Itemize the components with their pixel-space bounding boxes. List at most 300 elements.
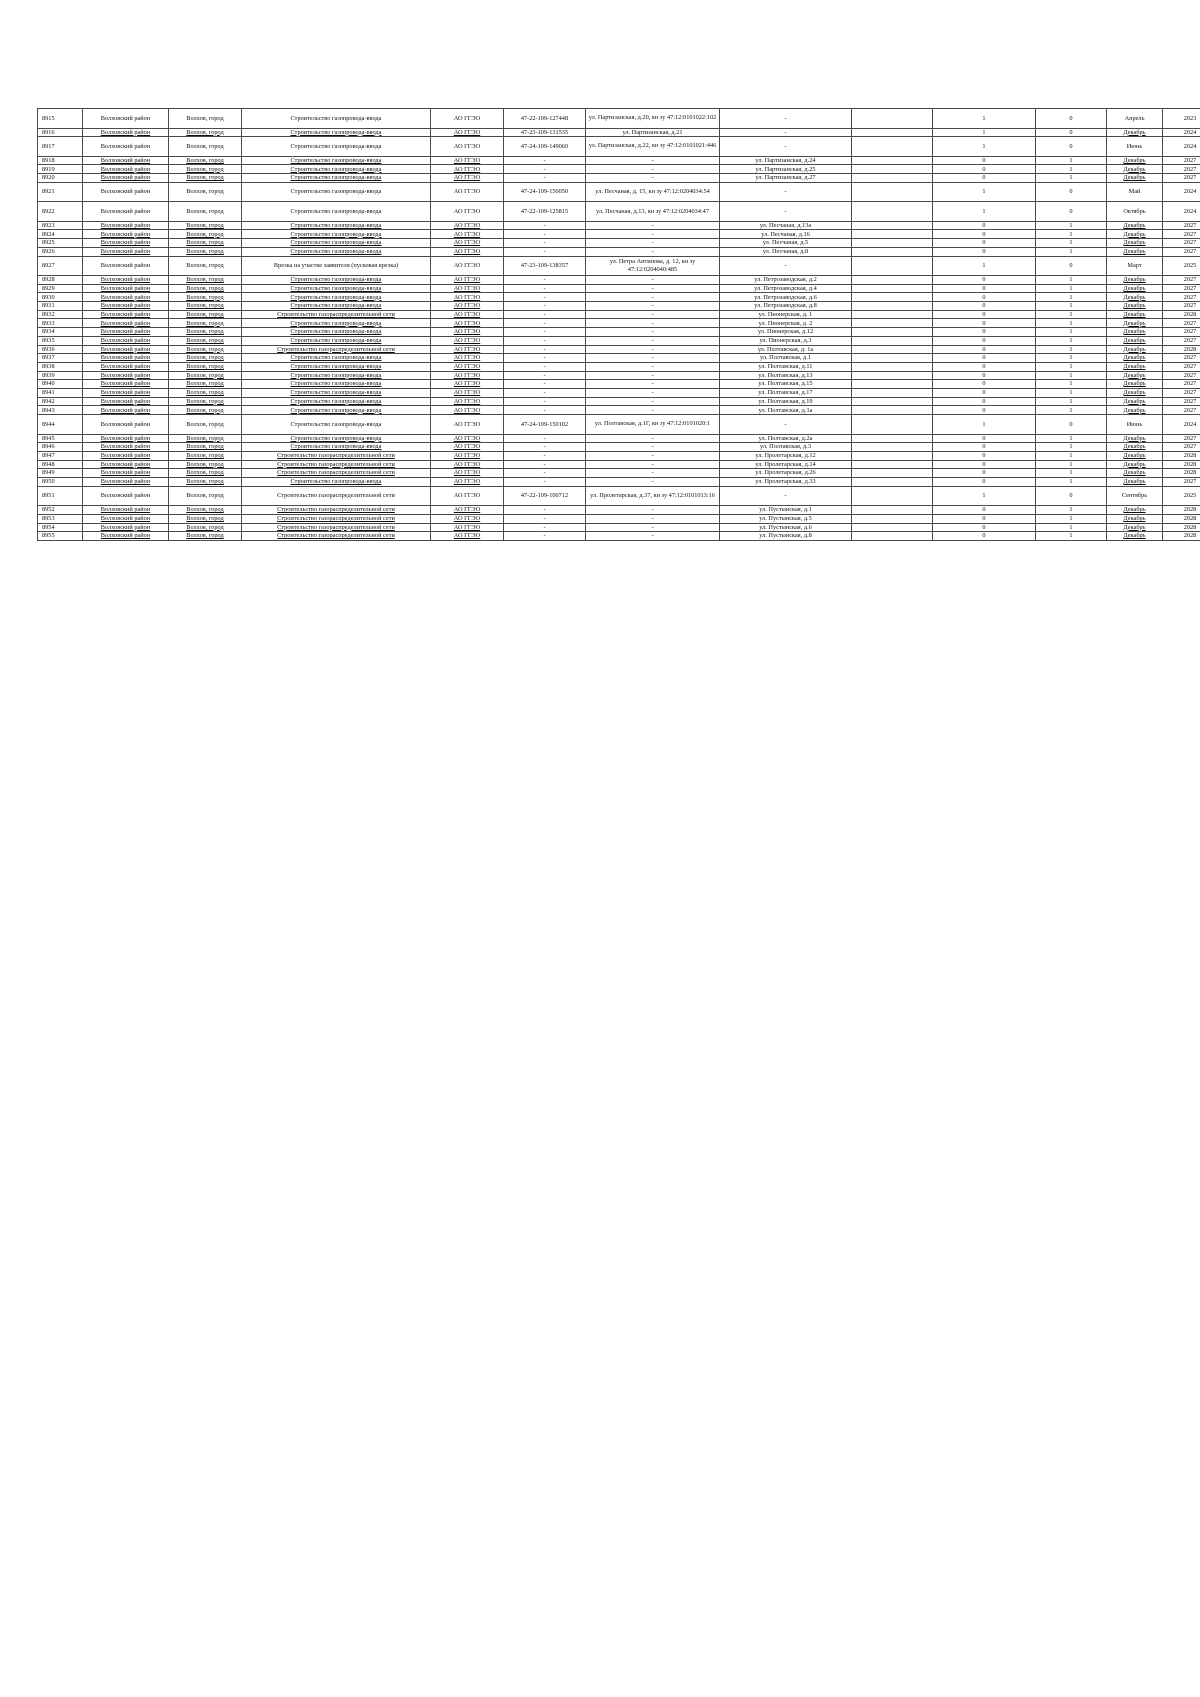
year-cell: 2027 bbox=[1163, 362, 1200, 371]
district-cell: Волховский район bbox=[83, 310, 169, 319]
row-number: 8954 bbox=[38, 523, 83, 532]
work-type-cell: Строительство газопровода-ввода bbox=[242, 434, 431, 443]
object-address-cell: - bbox=[720, 202, 852, 222]
application-number-cell: - bbox=[504, 174, 586, 183]
second-flag-cell: 1 bbox=[1036, 239, 1107, 248]
application-number-cell: - bbox=[504, 406, 586, 415]
object-address-cell: ул. Партизанская, д.27 bbox=[720, 174, 852, 183]
settlement-cell: Волхов, город bbox=[169, 276, 242, 285]
organization-cell: АО ГГЭО bbox=[431, 247, 504, 256]
row-number: 8944 bbox=[38, 415, 83, 435]
empty-cell bbox=[852, 397, 933, 406]
district-cell: Волховский район bbox=[83, 514, 169, 523]
empty-cell bbox=[852, 354, 933, 363]
table-row bbox=[38, 128, 1200, 137]
organization-cell: АО ГГЭО bbox=[431, 371, 504, 380]
second-flag-cell: 1 bbox=[1036, 388, 1107, 397]
applicant-address-cell: - bbox=[586, 443, 720, 452]
table-row bbox=[38, 230, 1200, 239]
work-type-cell: Строительство газопровода-ввода bbox=[242, 388, 431, 397]
applicant-address-cell: - bbox=[586, 319, 720, 328]
gasification-table bbox=[37, 108, 1200, 541]
table-row bbox=[38, 328, 1200, 337]
object-address-cell: ул. Пионерская, д.3 bbox=[720, 336, 852, 345]
year-cell: 2024 bbox=[1163, 137, 1200, 157]
work-type-cell: Строительство газопровода-ввода bbox=[242, 319, 431, 328]
table-row bbox=[38, 174, 1200, 183]
table-row bbox=[38, 362, 1200, 371]
settlement-cell: Волхов, город bbox=[169, 460, 242, 469]
year-cell: 2027 bbox=[1163, 380, 1200, 389]
organization-cell: АО ГГЭО bbox=[431, 293, 504, 302]
settlement-cell: Волхов, город bbox=[169, 230, 242, 239]
month-cell: Декабрь bbox=[1107, 523, 1163, 532]
row-number: 8952 bbox=[38, 506, 83, 515]
empty-cell bbox=[852, 328, 933, 337]
work-type-cell: Строительство газораспределительной сети bbox=[242, 514, 431, 523]
district-cell: Волховский район bbox=[83, 434, 169, 443]
settlement-cell: Волхов, город bbox=[169, 406, 242, 415]
empty-cell bbox=[852, 460, 933, 469]
row-number: 8941 bbox=[38, 388, 83, 397]
organization-cell: АО ГГЭО bbox=[431, 434, 504, 443]
empty-cell bbox=[852, 109, 933, 129]
object-address-cell: ул. Пролетарская, д.14 bbox=[720, 460, 852, 469]
row-number: 8922 bbox=[38, 202, 83, 222]
settlement-cell: Волхов, город bbox=[169, 128, 242, 137]
table-row bbox=[38, 182, 1200, 202]
empty-cell bbox=[852, 451, 933, 460]
applicant-address-cell: - bbox=[586, 156, 720, 165]
table-row bbox=[38, 371, 1200, 380]
application-number-cell: - bbox=[504, 443, 586, 452]
empty-cell bbox=[852, 434, 933, 443]
work-type-cell: Строительство газораспределительной сети bbox=[242, 345, 431, 354]
second-flag-cell: 1 bbox=[1036, 156, 1107, 165]
organization-cell: АО ГГЭО bbox=[431, 460, 504, 469]
first-flag-cell: 0 bbox=[933, 230, 1036, 239]
first-flag-cell: 1 bbox=[933, 137, 1036, 157]
applicant-address-cell: - bbox=[586, 380, 720, 389]
application-number-cell: - bbox=[504, 469, 586, 478]
district-cell: Волховский район bbox=[83, 202, 169, 222]
month-cell: Декабрь bbox=[1107, 310, 1163, 319]
district-cell: Волховский район bbox=[83, 319, 169, 328]
empty-cell bbox=[852, 221, 933, 230]
empty-cell bbox=[852, 302, 933, 311]
settlement-cell: Волхов, город bbox=[169, 345, 242, 354]
object-address-cell: ул. Петрозаводская, д.6 bbox=[720, 293, 852, 302]
year-cell: 2027 bbox=[1163, 371, 1200, 380]
organization-cell: АО ГГЭО bbox=[431, 415, 504, 435]
table-row bbox=[38, 109, 1200, 129]
applicant-address-cell: ул. Песчаная, д. 15, кн зу 47:12:0204034:54 bbox=[586, 182, 720, 202]
empty-cell bbox=[852, 514, 933, 523]
empty-cell bbox=[852, 371, 933, 380]
organization-cell: АО ГГЭО bbox=[431, 388, 504, 397]
month-cell: Сентябрь bbox=[1107, 486, 1163, 506]
settlement-cell: Волхов, город bbox=[169, 397, 242, 406]
second-flag-cell: 1 bbox=[1036, 506, 1107, 515]
organization-cell: АО ГГЭО bbox=[431, 469, 504, 478]
applicant-address-cell: - bbox=[586, 276, 720, 285]
year-cell: 2027 bbox=[1163, 319, 1200, 328]
second-flag-cell: 1 bbox=[1036, 319, 1107, 328]
first-flag-cell: 0 bbox=[933, 451, 1036, 460]
empty-cell bbox=[852, 202, 933, 222]
object-address-cell: ул. Пионерская, д. 2 bbox=[720, 319, 852, 328]
application-number-cell: - bbox=[504, 506, 586, 515]
settlement-cell: Волхов, город bbox=[169, 310, 242, 319]
second-flag-cell: 0 bbox=[1036, 486, 1107, 506]
table-row bbox=[38, 443, 1200, 452]
row-number: 8947 bbox=[38, 451, 83, 460]
empty-cell bbox=[852, 293, 933, 302]
organization-cell: АО ГГЭО bbox=[431, 443, 504, 452]
work-type-cell: Строительство газопровода-ввода bbox=[242, 182, 431, 202]
organization-cell: АО ГГЭО bbox=[431, 506, 504, 515]
object-address-cell: - bbox=[720, 415, 852, 435]
row-number: 8917 bbox=[38, 137, 83, 157]
district-cell: Волховский район bbox=[83, 156, 169, 165]
work-type-cell: Строительство газопровода-ввода bbox=[242, 415, 431, 435]
month-cell: Декабрь bbox=[1107, 406, 1163, 415]
application-number-cell: - bbox=[504, 276, 586, 285]
table-row bbox=[38, 345, 1200, 354]
first-flag-cell: 0 bbox=[933, 310, 1036, 319]
row-number: 8937 bbox=[38, 354, 83, 363]
month-cell: Декабрь bbox=[1107, 336, 1163, 345]
row-number: 8935 bbox=[38, 336, 83, 345]
first-flag-cell: 0 bbox=[933, 174, 1036, 183]
organization-cell: АО ГГЭО bbox=[431, 406, 504, 415]
applicant-address-cell: - bbox=[586, 328, 720, 337]
first-flag-cell: 0 bbox=[933, 380, 1036, 389]
application-number-cell: 47-22-109-125815 bbox=[504, 202, 586, 222]
month-cell: Декабрь bbox=[1107, 128, 1163, 137]
applicant-address-cell: - bbox=[586, 469, 720, 478]
object-address-cell: ул. Полтавская, д. 1а bbox=[720, 345, 852, 354]
applicant-address-cell: - bbox=[586, 165, 720, 174]
applicant-address-cell: - bbox=[586, 310, 720, 319]
settlement-cell: Волхов, город bbox=[169, 451, 242, 460]
work-type-cell: Строительство газораспределительной сети bbox=[242, 460, 431, 469]
settlement-cell: Волхов, город bbox=[169, 239, 242, 248]
row-number: 8950 bbox=[38, 477, 83, 486]
year-cell: 2024 bbox=[1163, 182, 1200, 202]
organization-cell: АО ГГЭО bbox=[431, 156, 504, 165]
row-number: 8955 bbox=[38, 532, 83, 541]
table-row bbox=[38, 397, 1200, 406]
organization-cell: АО ГГЭО bbox=[431, 182, 504, 202]
row-number: 8946 bbox=[38, 443, 83, 452]
district-cell: Волховский район bbox=[83, 276, 169, 285]
table-row bbox=[38, 156, 1200, 165]
object-address-cell: ул. Полтавская, д.15 bbox=[720, 380, 852, 389]
work-type-cell: Строительство газопровода-ввода bbox=[242, 406, 431, 415]
district-cell: Волховский район bbox=[83, 469, 169, 478]
row-number: 8915 bbox=[38, 109, 83, 129]
second-flag-cell: 1 bbox=[1036, 469, 1107, 478]
row-number: 8916 bbox=[38, 128, 83, 137]
second-flag-cell: 1 bbox=[1036, 380, 1107, 389]
applicant-address-cell: - bbox=[586, 523, 720, 532]
district-cell: Волховский район bbox=[83, 165, 169, 174]
organization-cell: АО ГГЭО bbox=[431, 336, 504, 345]
second-flag-cell: 0 bbox=[1036, 202, 1107, 222]
month-cell: Декабрь bbox=[1107, 397, 1163, 406]
organization-cell: АО ГГЭО bbox=[431, 514, 504, 523]
applicant-address-cell: - bbox=[586, 221, 720, 230]
empty-cell bbox=[852, 362, 933, 371]
year-cell: 2028 bbox=[1163, 469, 1200, 478]
month-cell: Декабрь bbox=[1107, 532, 1163, 541]
second-flag-cell: 1 bbox=[1036, 165, 1107, 174]
object-address-cell: ул. Пролетарская, д.12 bbox=[720, 451, 852, 460]
settlement-cell: Волхов, город bbox=[169, 486, 242, 506]
month-cell: Декабрь bbox=[1107, 469, 1163, 478]
month-cell: Декабрь bbox=[1107, 388, 1163, 397]
object-address-cell: ул. Полтавская, д.13 bbox=[720, 371, 852, 380]
first-flag-cell: 0 bbox=[933, 477, 1036, 486]
empty-cell bbox=[852, 532, 933, 541]
settlement-cell: Волхов, город bbox=[169, 415, 242, 435]
district-cell: Волховский район bbox=[83, 293, 169, 302]
settlement-cell: Волхов, город bbox=[169, 434, 242, 443]
district-cell: Волховский район bbox=[83, 256, 169, 276]
settlement-cell: Волхов, город bbox=[169, 109, 242, 129]
row-number: 8923 bbox=[38, 221, 83, 230]
settlement-cell: Волхов, город bbox=[169, 137, 242, 157]
year-cell: 2028 bbox=[1163, 310, 1200, 319]
object-address-cell: ул. Пролетарская, д.33 bbox=[720, 477, 852, 486]
first-flag-cell: 0 bbox=[933, 247, 1036, 256]
year-cell: 2027 bbox=[1163, 230, 1200, 239]
organization-cell: АО ГГЭО bbox=[431, 239, 504, 248]
table-row bbox=[38, 239, 1200, 248]
month-cell: Декабрь bbox=[1107, 156, 1163, 165]
first-flag-cell: 0 bbox=[933, 345, 1036, 354]
district-cell: Волховский район bbox=[83, 388, 169, 397]
first-flag-cell: 0 bbox=[933, 406, 1036, 415]
applicant-address-cell: ул. Пролетарская, д.37, кн зу 47:12:0101013:16 bbox=[586, 486, 720, 506]
organization-cell: АО ГГЭО bbox=[431, 451, 504, 460]
settlement-cell: Волхов, город bbox=[169, 284, 242, 293]
organization-cell: АО ГГЭО bbox=[431, 486, 504, 506]
district-cell: Волховский район bbox=[83, 345, 169, 354]
organization-cell: АО ГГЭО bbox=[431, 319, 504, 328]
applicant-address-cell: - bbox=[586, 514, 720, 523]
table-row bbox=[38, 165, 1200, 174]
row-number: 8932 bbox=[38, 310, 83, 319]
object-address-cell: ул. Полтавская, д.3 bbox=[720, 443, 852, 452]
application-number-cell: - bbox=[504, 247, 586, 256]
work-type-cell: Строительство газопровода-ввода bbox=[242, 397, 431, 406]
district-cell: Волховский район bbox=[83, 362, 169, 371]
year-cell: 2027 bbox=[1163, 247, 1200, 256]
first-flag-cell: 0 bbox=[933, 506, 1036, 515]
second-flag-cell: 1 bbox=[1036, 443, 1107, 452]
applicant-address-cell: - bbox=[586, 336, 720, 345]
application-number-cell: 47-23-109-138357 bbox=[504, 256, 586, 276]
settlement-cell: Волхов, город bbox=[169, 523, 242, 532]
applicant-address-cell: - bbox=[586, 371, 720, 380]
second-flag-cell: 1 bbox=[1036, 362, 1107, 371]
district-cell: Волховский район bbox=[83, 221, 169, 230]
month-cell: Декабрь bbox=[1107, 293, 1163, 302]
settlement-cell: Волхов, город bbox=[169, 388, 242, 397]
applicant-address-cell: - bbox=[586, 477, 720, 486]
row-number: 8949 bbox=[38, 469, 83, 478]
settlement-cell: Волхов, город bbox=[169, 362, 242, 371]
table-row bbox=[38, 202, 1200, 222]
first-flag-cell: 1 bbox=[933, 128, 1036, 137]
table-row bbox=[38, 137, 1200, 157]
month-cell: Декабрь bbox=[1107, 451, 1163, 460]
first-flag-cell: 0 bbox=[933, 284, 1036, 293]
first-flag-cell: 0 bbox=[933, 319, 1036, 328]
first-flag-cell: 0 bbox=[933, 514, 1036, 523]
application-number-cell: - bbox=[504, 388, 586, 397]
empty-cell bbox=[852, 239, 933, 248]
object-address-cell: ул. Песчаная, д.13а bbox=[720, 221, 852, 230]
year-cell: 2024 bbox=[1163, 128, 1200, 137]
month-cell: Декабрь bbox=[1107, 434, 1163, 443]
month-cell: Декабрь bbox=[1107, 230, 1163, 239]
year-cell: 2025 bbox=[1163, 256, 1200, 276]
month-cell: Март bbox=[1107, 256, 1163, 276]
application-number-cell: - bbox=[504, 354, 586, 363]
applicant-address-cell: - bbox=[586, 293, 720, 302]
row-number: 8938 bbox=[38, 362, 83, 371]
second-flag-cell: 1 bbox=[1036, 174, 1107, 183]
empty-cell bbox=[852, 284, 933, 293]
organization-cell: АО ГГЭО bbox=[431, 256, 504, 276]
table-row bbox=[38, 380, 1200, 389]
year-cell: 2024 bbox=[1163, 415, 1200, 435]
empty-cell bbox=[852, 415, 933, 435]
work-type-cell: Строительство газопровода-ввода bbox=[242, 156, 431, 165]
application-number-cell: - bbox=[504, 477, 586, 486]
district-cell: Волховский район bbox=[83, 328, 169, 337]
second-flag-cell: 0 bbox=[1036, 182, 1107, 202]
year-cell: 2028 bbox=[1163, 523, 1200, 532]
applicant-address-cell: - bbox=[586, 345, 720, 354]
empty-cell bbox=[852, 310, 933, 319]
object-address-cell: ул. Полтавская, д.1 bbox=[720, 354, 852, 363]
empty-cell bbox=[852, 345, 933, 354]
district-cell: Волховский район bbox=[83, 230, 169, 239]
application-number-cell: - bbox=[504, 336, 586, 345]
application-number-cell: - bbox=[504, 302, 586, 311]
year-cell: 2028 bbox=[1163, 451, 1200, 460]
work-type-cell: Строительство газораспределительной сети bbox=[242, 523, 431, 532]
table-row bbox=[38, 319, 1200, 328]
application-number-cell: - bbox=[504, 397, 586, 406]
empty-cell bbox=[852, 276, 933, 285]
table-row bbox=[38, 293, 1200, 302]
row-number: 8933 bbox=[38, 319, 83, 328]
district-cell: Волховский район bbox=[83, 137, 169, 157]
table-row bbox=[38, 336, 1200, 345]
table-row bbox=[38, 354, 1200, 363]
empty-cell bbox=[852, 406, 933, 415]
application-number-cell: - bbox=[504, 371, 586, 380]
second-flag-cell: 1 bbox=[1036, 532, 1107, 541]
settlement-cell: Волхов, город bbox=[169, 506, 242, 515]
district-cell: Волховский район bbox=[83, 284, 169, 293]
applicant-address-cell: - bbox=[586, 284, 720, 293]
month-cell: Декабрь bbox=[1107, 477, 1163, 486]
organization-cell: АО ГГЭО bbox=[431, 284, 504, 293]
empty-cell bbox=[852, 336, 933, 345]
table-row bbox=[38, 532, 1200, 541]
organization-cell: АО ГГЭО bbox=[431, 380, 504, 389]
year-cell: 2027 bbox=[1163, 276, 1200, 285]
application-number-cell: - bbox=[504, 362, 586, 371]
work-type-cell: Строительство газопровода-ввода bbox=[242, 239, 431, 248]
object-address-cell: ул. Партизанская, д.25 bbox=[720, 165, 852, 174]
second-flag-cell: 1 bbox=[1036, 247, 1107, 256]
month-cell: Декабрь bbox=[1107, 221, 1163, 230]
table-row bbox=[38, 247, 1200, 256]
year-cell: 2028 bbox=[1163, 506, 1200, 515]
applicant-address-cell: - bbox=[586, 247, 720, 256]
application-number-cell: - bbox=[504, 284, 586, 293]
empty-cell bbox=[852, 443, 933, 452]
object-address-cell: ул. Полтавская, д.17 bbox=[720, 388, 852, 397]
settlement-cell: Волхов, город bbox=[169, 256, 242, 276]
organization-cell: АО ГГЭО bbox=[431, 276, 504, 285]
row-number: 8929 bbox=[38, 284, 83, 293]
application-number-cell: 47-22-109-100712 bbox=[504, 486, 586, 506]
application-number-cell: 47-22-109-127448 bbox=[504, 109, 586, 129]
work-type-cell: Строительство газопровода-ввода bbox=[242, 354, 431, 363]
object-address-cell: - bbox=[720, 137, 852, 157]
district-cell: Волховский район bbox=[83, 460, 169, 469]
object-address-cell: ул. Петрозаводская, д.8 bbox=[720, 302, 852, 311]
applicant-address-cell: ул. Петра Антипова, д. 12, кн зу 47:12:0204040:485 bbox=[586, 256, 720, 276]
row-number: 8939 bbox=[38, 371, 83, 380]
second-flag-cell: 0 bbox=[1036, 137, 1107, 157]
month-cell: Декабрь bbox=[1107, 460, 1163, 469]
second-flag-cell: 1 bbox=[1036, 523, 1107, 532]
empty-cell bbox=[852, 247, 933, 256]
settlement-cell: Волхов, город bbox=[169, 477, 242, 486]
application-number-cell: - bbox=[504, 293, 586, 302]
first-flag-cell: 0 bbox=[933, 434, 1036, 443]
district-cell: Волховский район bbox=[83, 523, 169, 532]
first-flag-cell: 0 bbox=[933, 328, 1036, 337]
row-number: 8925 bbox=[38, 239, 83, 248]
table-row bbox=[38, 486, 1200, 506]
empty-cell bbox=[852, 506, 933, 515]
work-type-cell: Строительство газопровода-ввода bbox=[242, 443, 431, 452]
settlement-cell: Волхов, город bbox=[169, 532, 242, 541]
work-type-cell: Строительство газораспределительной сети bbox=[242, 451, 431, 460]
month-cell: Декабрь bbox=[1107, 239, 1163, 248]
month-cell: Декабрь bbox=[1107, 443, 1163, 452]
first-flag-cell: 0 bbox=[933, 371, 1036, 380]
object-address-cell: ул. Полтавская, д.11 bbox=[720, 362, 852, 371]
settlement-cell: Волхов, город bbox=[169, 443, 242, 452]
object-address-cell: ул. Пионерская, д.12 bbox=[720, 328, 852, 337]
first-flag-cell: 0 bbox=[933, 221, 1036, 230]
settlement-cell: Волхов, город bbox=[169, 202, 242, 222]
application-number-cell: - bbox=[504, 434, 586, 443]
work-type-cell: Строительство газопровода-ввода bbox=[242, 137, 431, 157]
applicant-address-cell: - bbox=[586, 460, 720, 469]
